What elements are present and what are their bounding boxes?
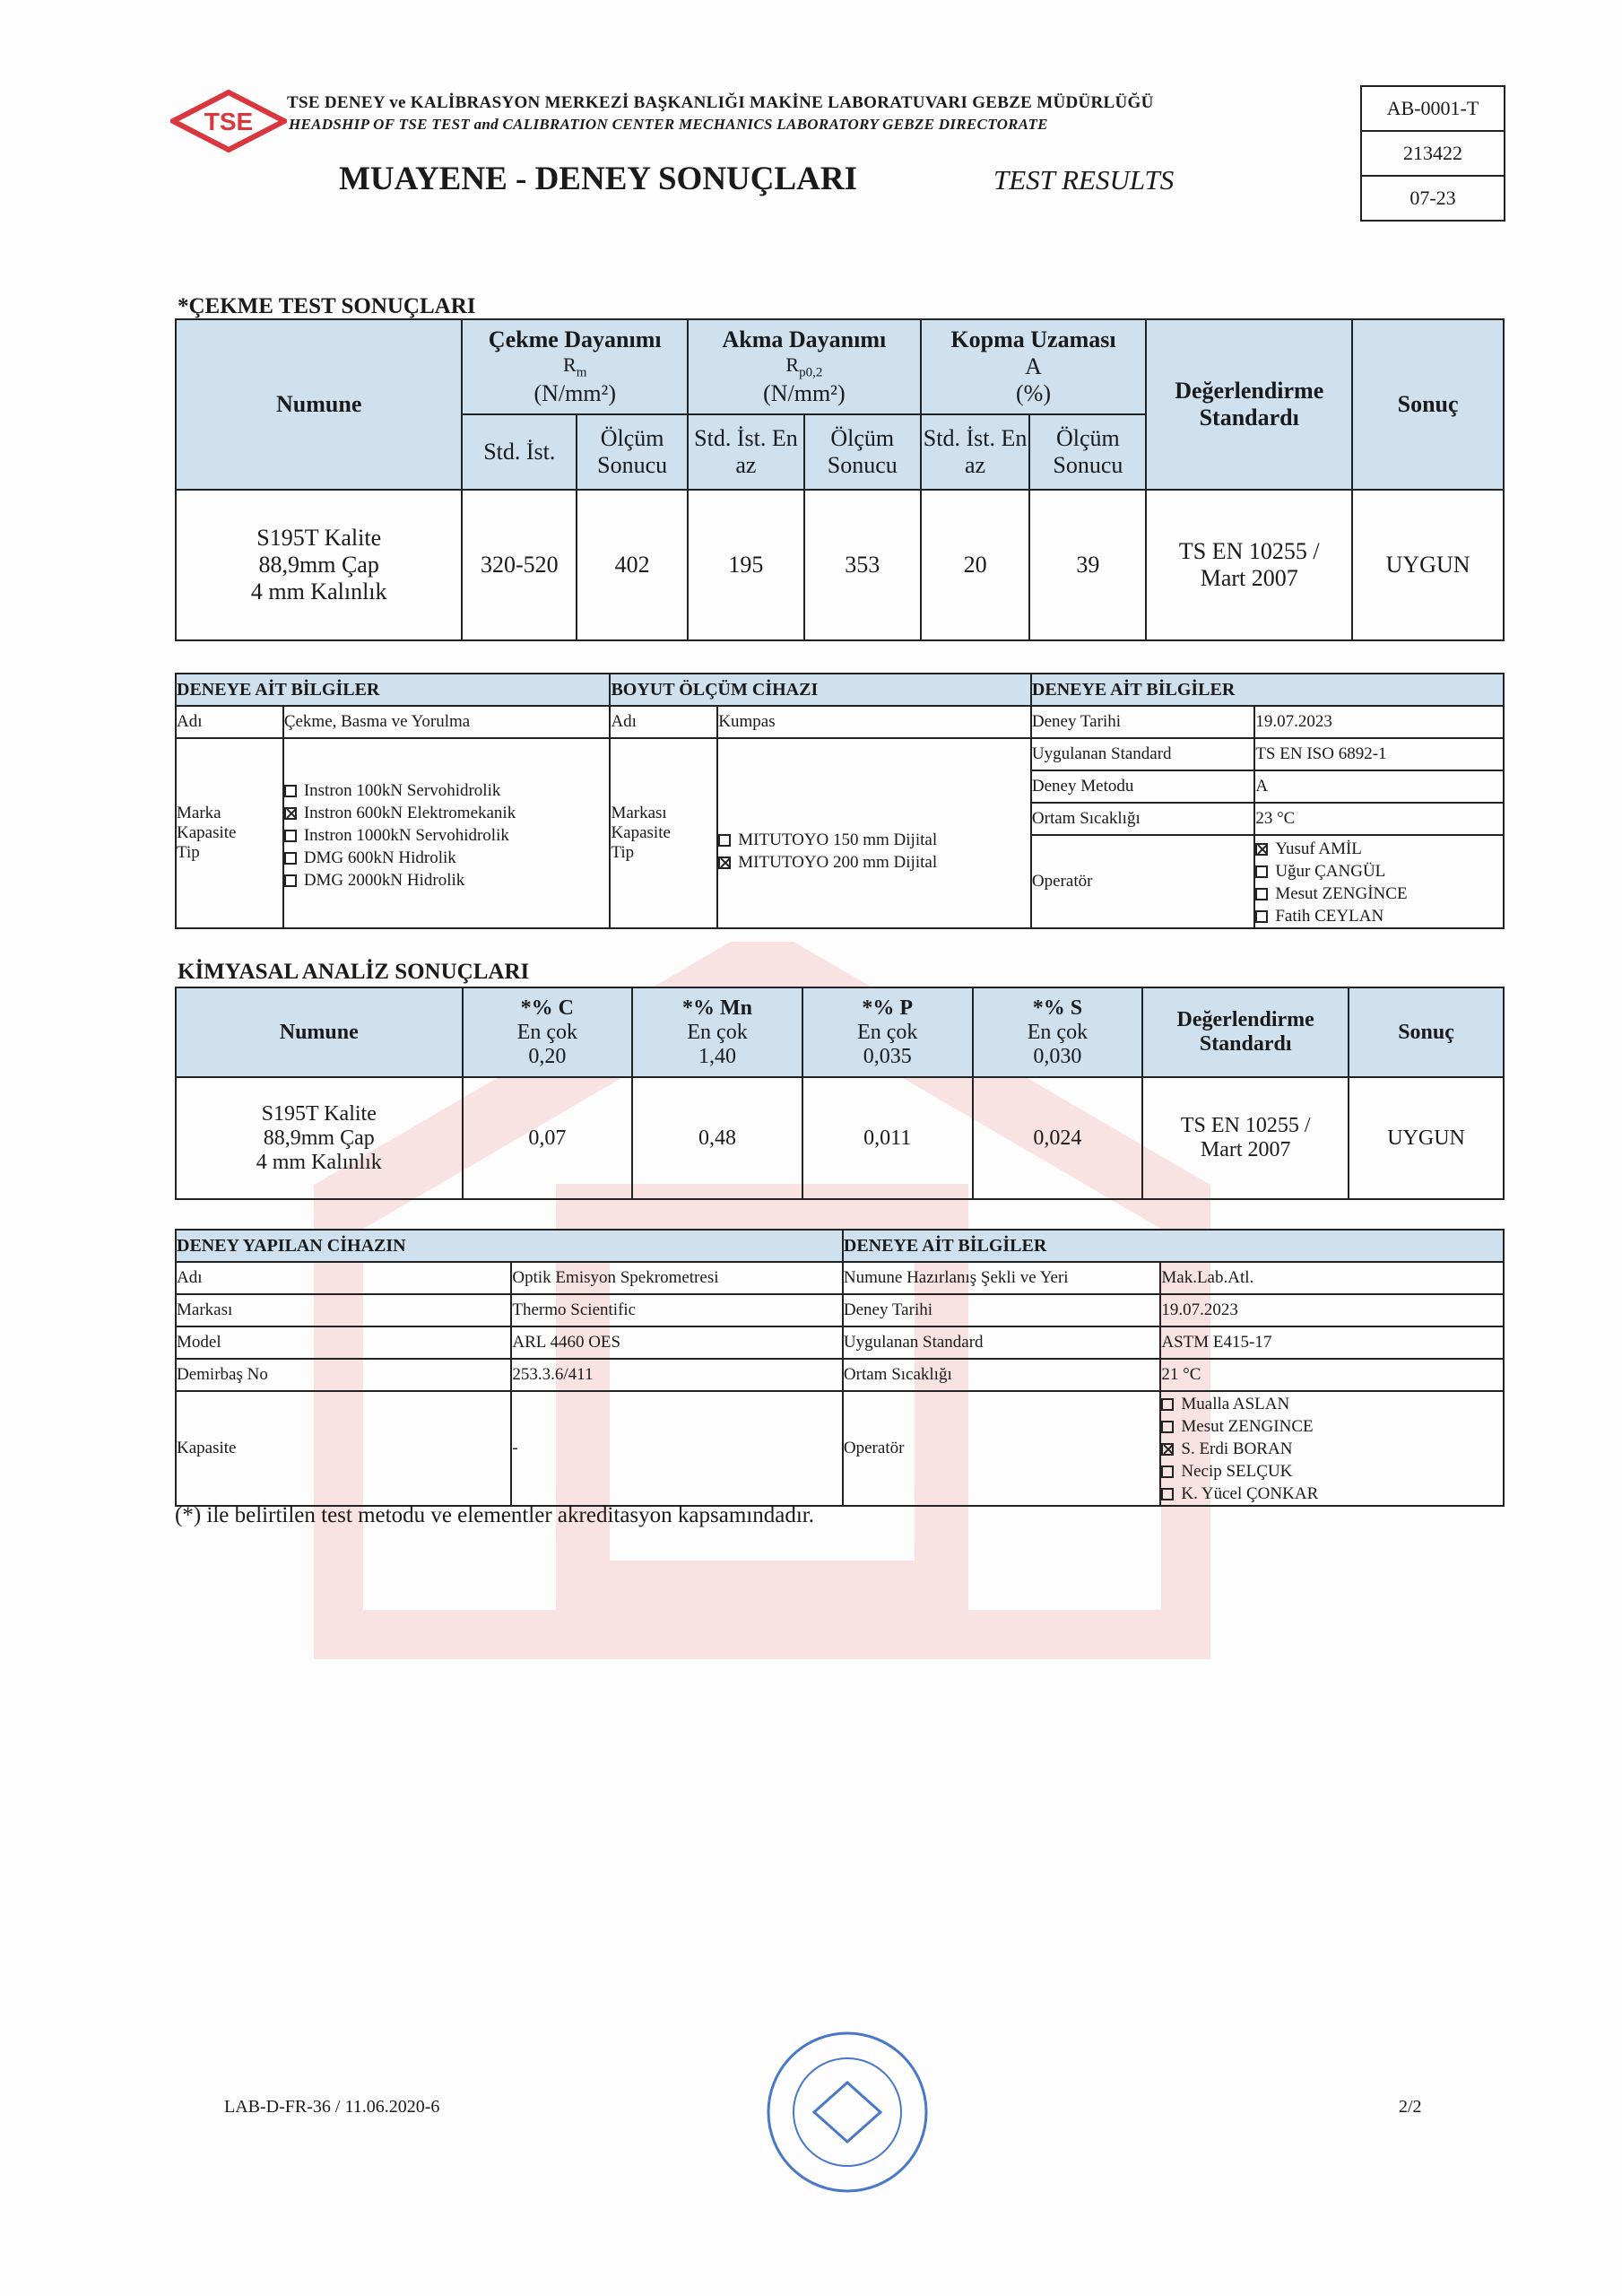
applied-std: TS EN ISO 6892-1: [1254, 738, 1504, 770]
row-key: Model: [176, 1326, 511, 1359]
row-key: Ortam Sıcaklığı: [843, 1359, 1160, 1391]
brand-label2-l3: Tip: [611, 843, 635, 862]
option-label: DMG 2000kN Hidrolik: [303, 870, 465, 890]
manganese-value: 0,48: [632, 1077, 802, 1199]
tensile-section-title: *ÇEKME TEST SONUÇLARI: [178, 294, 476, 318]
col-name: *% P: [862, 996, 914, 1020]
institution-name-en: HEADSHIP OF TSE TEST and CALIBRATION CENTER MECHANICS LABORATORY GEBZE DIRECTORATE: [289, 116, 1048, 133]
standard-cell: [1142, 1077, 1349, 1199]
col-limit: 0,030: [1033, 1044, 1082, 1068]
col-sulfur: [973, 987, 1143, 1077]
caliper-option[interactable]: [718, 829, 1030, 851]
capacity-label: Kapasite: [176, 1391, 511, 1506]
operator-option[interactable]: [1161, 1415, 1503, 1438]
a-meas: 39: [1029, 490, 1146, 640]
option-label: MITUTOYO 150 mm Dijital: [738, 831, 938, 849]
capacity-value: -: [511, 1391, 843, 1506]
caliper-options: [717, 738, 1031, 928]
row-value: 253.3.6/411: [511, 1359, 843, 1391]
machine-option[interactable]: [284, 824, 610, 847]
sub-std-min: Std. İst. En az: [688, 414, 804, 490]
col-carbon: [463, 987, 633, 1077]
row-key: Demirbaş No: [176, 1359, 511, 1391]
option-label: K. Yücel ÇONKAR: [1181, 1483, 1319, 1503]
sulfur-value: 0,024: [973, 1077, 1143, 1199]
checkbox[interactable]: [284, 830, 297, 842]
info-header-test: DENEYE AİT BİLGİLER: [176, 674, 610, 706]
a-std: 20: [921, 490, 1030, 640]
row-key: Numune Hazırlanış Şekli ve Yeri: [843, 1262, 1160, 1294]
operator-option[interactable]: [1255, 838, 1503, 860]
rm-meas: 402: [577, 490, 688, 640]
carbon-value: 0,07: [463, 1077, 633, 1199]
operator-option[interactable]: [1161, 1483, 1503, 1505]
machine-option[interactable]: [284, 847, 610, 869]
operator-option[interactable]: [1161, 1460, 1503, 1483]
form-code: LAB-D-FR-36 / 11.06.2020-6: [224, 2097, 440, 2117]
option-label: S. Erdi BORAN: [1181, 1439, 1293, 1458]
col-elongation: [921, 319, 1147, 414]
brand-label-l1: Marka: [177, 804, 221, 822]
checkbox[interactable]: [1161, 1488, 1174, 1500]
option-label: Uğur ÇANGÜL: [1275, 862, 1386, 881]
checkbox[interactable]: [1255, 910, 1268, 923]
col-limit-label: En çok: [857, 1020, 918, 1044]
report-date: 07-23: [1361, 176, 1505, 221]
table-row: [176, 1077, 1504, 1199]
row-value: 21 °C: [1160, 1359, 1504, 1391]
tse-logo: [170, 90, 287, 152]
name-label-2: Adı: [610, 706, 717, 738]
sub-meas: Ölçüm Sonucu: [804, 414, 921, 490]
standard-date: Mart 2007: [1200, 565, 1298, 591]
rp-meas: 353: [804, 490, 921, 640]
operator-label: Operatör: [843, 1391, 1160, 1506]
option-label: Instron 600kN Elektromekanik: [303, 803, 516, 822]
col-limit: 1,40: [698, 1044, 737, 1068]
sample-thickness: 4 mm Kalınlık: [256, 1150, 382, 1174]
row-value: Thermo Scientific: [511, 1294, 843, 1326]
col-tensile-label: Çekme Dayanımı: [488, 326, 662, 352]
option-label: Mesut ZENGINCE: [1181, 1416, 1314, 1436]
row-key: Markası: [176, 1294, 511, 1326]
test-date: 19.07.2023: [1254, 706, 1504, 738]
checkbox-checked[interactable]: [718, 857, 731, 869]
sample-cell: [176, 490, 462, 640]
option-label: Instron 1000kN Servohidrolik: [303, 825, 509, 845]
table-row: [176, 1294, 1504, 1326]
operator-option[interactable]: [1255, 860, 1503, 883]
name-label: Adı: [176, 706, 283, 738]
col-yield-label: Akma Dayanımı: [722, 326, 887, 352]
test-date-label: Deney Tarihi: [1031, 706, 1254, 738]
brand-label2-l2: Kapasite: [611, 823, 671, 842]
col-name: *% Mn: [682, 996, 753, 1020]
accreditation-note: (*) ile belirtilen test metodu ve elementler akreditasyon kapsamındadır.: [175, 1503, 814, 1527]
machine-option[interactable]: [284, 779, 610, 802]
checkbox[interactable]: [284, 852, 297, 865]
rp-std: 195: [688, 490, 804, 640]
col-elong-symbol: A: [1025, 353, 1042, 379]
option-label: Mesut ZENGİNCE: [1275, 884, 1408, 903]
tensile-results-table: [175, 318, 1505, 641]
sub-meas: Ölçüm Sonucu: [577, 414, 688, 490]
phosphorus-value: 0,011: [802, 1077, 973, 1199]
sample-cell: [176, 1077, 463, 1199]
caliper-option[interactable]: [718, 851, 1030, 874]
name-value-2: Kumpas: [717, 706, 1031, 738]
machine-options: [283, 738, 611, 928]
brand-label-l3: Tip: [177, 843, 200, 862]
checkbox[interactable]: [284, 874, 297, 887]
col-result: Sonuç: [1349, 987, 1504, 1077]
col-sample: Numune: [176, 987, 463, 1077]
checkbox[interactable]: [718, 834, 731, 847]
brand-label2-l1: Markası: [611, 804, 667, 822]
row-key: Deney Tarihi: [843, 1294, 1160, 1326]
sample-grade: S195T Kalite: [261, 1101, 377, 1126]
operator-options: [1160, 1391, 1504, 1506]
col-limit: 0,035: [863, 1044, 912, 1068]
name-value: Çekme, Basma ve Yorulma: [283, 706, 611, 738]
tensile-info-table: [175, 673, 1505, 929]
sample-diameter: 88,9mm Çap: [263, 1126, 375, 1150]
institution-name-tr: TSE DENEY ve KALİBRASYON MERKEZİ BAŞKANLIĞI MAKİNE LABORATUVARI GEBZE MÜDÜRLÜĞÜ: [287, 93, 1154, 112]
table-row: [176, 1359, 1504, 1391]
table-row: [176, 1262, 1504, 1294]
checkbox-checked[interactable]: [1255, 843, 1268, 856]
rm-std: 320-520: [462, 490, 577, 640]
col-limit-label: En çok: [687, 1020, 748, 1044]
col-limit: 0,20: [528, 1044, 567, 1068]
doc-code: AB-0001-T: [1361, 86, 1505, 131]
temp: 23 °C: [1254, 803, 1504, 835]
col-name: *% C: [520, 996, 575, 1020]
row-key: Adı: [176, 1262, 511, 1294]
operator-label: Operatör: [1031, 835, 1254, 928]
option-label: MITUTOYO 200 mm Dijital: [738, 853, 938, 872]
row-key: Uygulanan Standard: [843, 1326, 1160, 1359]
temp-label: Ortam Sıcaklığı: [1031, 803, 1254, 835]
col-tensile-unit: (N/mm²): [533, 380, 616, 407]
col-elong-label: Kopma Uzaması: [950, 326, 1116, 352]
option-label: Necip SELÇUK: [1181, 1461, 1293, 1481]
checkbox-checked[interactable]: [1161, 1443, 1174, 1456]
operator-options: [1254, 835, 1504, 928]
page-subtitle: TEST RESULTS: [993, 164, 1175, 196]
brand-label-l2: Kapasite: [177, 823, 237, 842]
col-manganese: [632, 987, 802, 1077]
page-number: 2/2: [1399, 2097, 1422, 2117]
operator-option[interactable]: [1161, 1438, 1503, 1460]
brand-label-2: [610, 738, 717, 928]
chem-info-table: [175, 1229, 1505, 1507]
col-result: Sonuç: [1352, 319, 1504, 490]
col-sample: Numune: [176, 319, 462, 490]
checkbox[interactable]: [1255, 888, 1268, 900]
page-title: MUAYENE - DENEY SONUÇLARI: [339, 161, 858, 197]
col-phosphorus: [802, 987, 973, 1077]
sample-diameter: 88,9mm Çap: [258, 552, 379, 578]
option-label: DMG 600kN Hidrolik: [303, 848, 456, 867]
option-label: Instron 100kN Servohidrolik: [303, 780, 501, 800]
row-value: 19.07.2023: [1160, 1294, 1504, 1326]
col-name: *% S: [1032, 996, 1083, 1020]
table-row: [176, 490, 1504, 640]
sample-thickness: 4 mm Kalınlık: [250, 578, 387, 604]
row-value: Mak.Lab.Atl.: [1160, 1262, 1504, 1294]
standard-date: Mart 2007: [1200, 1138, 1291, 1161]
checkbox[interactable]: [284, 785, 297, 797]
row-value: Optik Emisyon Spekrometresi: [511, 1262, 843, 1294]
sub-std-min: Std. İst. En az: [921, 414, 1030, 490]
checkbox[interactable]: [1161, 1421, 1174, 1433]
checkbox[interactable]: [1161, 1398, 1174, 1411]
result-cell: UYGUN: [1349, 1077, 1504, 1199]
sub-meas: Ölçüm Sonucu: [1029, 414, 1146, 490]
standard-name: TS EN 10255 /: [1178, 538, 1320, 564]
sample-grade: S195T Kalite: [256, 525, 382, 551]
machine-option[interactable]: [284, 869, 610, 891]
option-label: Yusuf AMİL: [1275, 839, 1362, 858]
row-value: ASTM E415-17: [1160, 1326, 1504, 1359]
col-elong-unit: (%): [1016, 380, 1051, 406]
option-label: Fatih CEYLAN: [1275, 907, 1384, 926]
checkbox-checked[interactable]: [284, 807, 297, 820]
col-limit-label: En çok: [516, 1020, 577, 1044]
col-yield: Akma Dayanımı $R_{p0,2}$ (N/mm²): [688, 319, 921, 414]
info-header-test: DENEYE AİT BİLGİLER: [843, 1230, 1504, 1262]
report-number: 213422: [1361, 131, 1505, 176]
info-header-caliper: BOYUT ÖLÇÜM CİHAZI: [610, 674, 1030, 706]
info-header-test-2: DENEYE AİT BİLGİLER: [1031, 674, 1504, 706]
method-label: Deney Metodu: [1031, 770, 1254, 803]
applied-std-label: Uygulanan Standard: [1031, 738, 1254, 770]
col-standard: Değerlendirme Standardı: [1146, 319, 1352, 490]
method: A: [1254, 770, 1504, 803]
row-value: ARL 4460 OES: [511, 1326, 843, 1359]
machine-option[interactable]: [284, 802, 610, 824]
col-yield-unit: (N/mm²): [763, 380, 846, 407]
col-tensile: Çekme Dayanımı $R_m$ (N/mm²): [462, 319, 688, 414]
table-row: [176, 1326, 1504, 1359]
brand-label: [176, 738, 283, 928]
operator-option[interactable]: [1255, 905, 1503, 927]
info-header-device: DENEY YAPILAN CİHAZIN: [176, 1230, 843, 1262]
checkbox[interactable]: [1161, 1465, 1174, 1478]
logo-text: TSE: [204, 108, 254, 135]
col-standard: Değerlendirme Standardı: [1142, 987, 1349, 1077]
result-cell: UYGUN: [1352, 490, 1504, 640]
operator-option[interactable]: [1255, 883, 1503, 905]
sub-std: Std. İst.: [462, 414, 577, 490]
document-code-box: [1360, 85, 1505, 222]
chem-results-table: [175, 987, 1505, 1200]
operator-option[interactable]: [1161, 1393, 1503, 1415]
option-label: Mualla ASLAN: [1181, 1394, 1290, 1413]
official-stamp: [762, 2027, 932, 2197]
standard-cell: [1146, 490, 1352, 640]
chem-section-title: KİMYASAL ANALİZ SONUÇLARI: [178, 960, 530, 984]
standard-name: TS EN 10255 /: [1180, 1114, 1311, 1137]
checkbox[interactable]: [1255, 865, 1268, 878]
col-limit-label: En çok: [1027, 1020, 1089, 1044]
